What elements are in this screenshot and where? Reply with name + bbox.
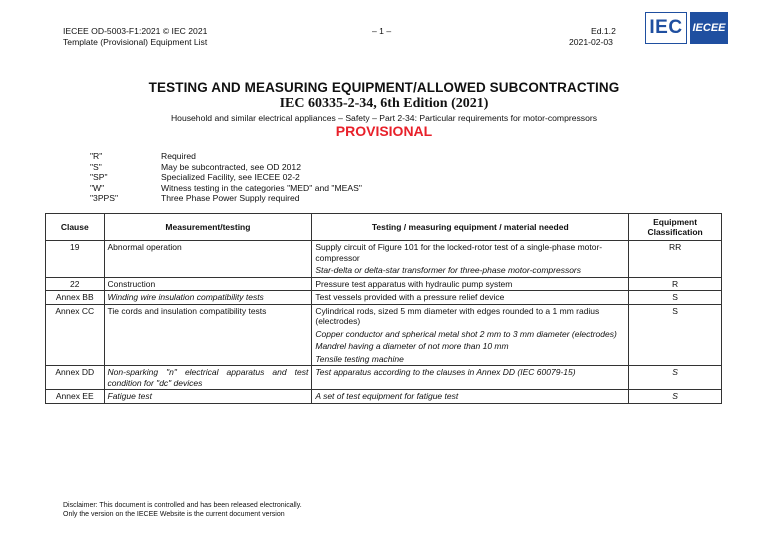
equipment-item: A set of test equipment for fatigue test [315,391,459,401]
standard-subtitle: IEC 60335-2-34, 6th Edition (2021) [279,96,489,111]
equipment-item: Star-delta or delta-star transformer for three-phase motor-compressors [315,265,582,275]
clause-cell: Annex CC [46,304,105,366]
measurement-cell: Winding wire insulation compatibility tests [104,291,312,305]
legend-code: "3PPS" [90,193,119,203]
disclaimer [63,501,302,519]
measurement-cell: Non-sparking "n" electrical apparatus and test condition for "dc" devices [104,366,312,390]
classification-cell: S [629,390,722,404]
equipment-item: Pressure test apparatus with hydraulic pump system [315,278,513,289]
table-row [46,304,722,366]
legend-meaning: Three Phase Power Supply required [161,193,300,203]
standard-description: Household and similar electrical appliances – Safety – Part 2-34: Particular requirements for motor-compressors [170,113,598,123]
equipment-item: Test apparatus according to the clauses in Annex DD (IEC 60079-15) [315,367,576,377]
table-row [46,291,722,305]
equipment-item: Test vessels provided with a pressure relief device [315,292,505,302]
column-header-classification: Equipment Classification [629,214,722,241]
disclaimer-line: Disclaimer: This document is controlled and has been released electronically. [63,502,302,509]
table-row [46,390,722,404]
iec-logo: IEC [645,12,687,44]
header-right [569,26,616,48]
legend-code: "R" [90,151,103,161]
iecee-logo: IECEE [690,12,728,44]
legend-meaning: Witness testing in the categories "MED" and "MEAS" [161,182,362,193]
classification-cell: S [629,366,722,390]
legend [90,151,362,204]
table-row [46,241,722,278]
logos [645,12,728,44]
page-title: TESTING AND MEASURING EQUIPMENT/ALLOWED SUBCONTRACTING [148,80,620,95]
legend-code: "W" [90,182,105,193]
document-type: Template (Provisional) Equipment List [63,37,208,47]
table-row [46,277,722,291]
status-label: PROVISIONAL [335,123,433,139]
column-header-equipment: Testing / measuring equipment / material needed [312,214,629,241]
clause-cell: Annex DD [46,366,105,390]
measurement-cell: Construction [104,277,312,291]
equipment-cell [312,291,629,305]
clause-cell: Annex BB [46,291,105,305]
equipment-item: Tensile testing machine [315,353,404,364]
equipment-item: Mandrel having a diameter of not more than 10 mm [315,341,509,351]
edition: Ed.1.2 [591,26,616,36]
equipment-cell [312,366,629,390]
legend-item [90,193,362,204]
clause-cell: 22 [46,277,105,291]
page-number: – 1 – [372,26,392,36]
legend-meaning: May be subcontracted, see OD 2012 [161,161,301,172]
column-header-clause: Clause [46,214,105,241]
legend-item [90,151,362,162]
measurement-cell: Abnormal operation [104,241,312,278]
equipment-item: Cylindrical rods, sized 5 mm diameter with edges rounded to a 1 mm radius (electrodes) [315,305,600,326]
table-header-row [46,214,722,241]
legend-code: "SP" [90,172,108,182]
classification-cell: S [629,291,722,305]
equipment-item: Copper conductor and spherical metal shot 2 mm to 3 mm diameter (electrodes) [315,328,617,339]
column-header-measurement: Measurement/testing [104,214,312,241]
date: 2021-02-03 [569,37,613,47]
measurement-cell: Tie cords and insulation compatibility tests [104,304,312,366]
legend-meaning: Required [161,151,196,161]
header-left [63,26,207,48]
table-row [46,366,722,390]
legend-meaning: Specialized Facility, see IECEE 02-2 [161,172,300,182]
measurement-cell: Fatigue test [104,390,312,404]
equipment-cell [312,277,629,291]
equipment-cell [312,390,629,404]
legend-item [90,162,362,173]
disclaimer-line: Only the version on the IECEE Website is the current document version [63,511,285,518]
equipment-table [45,213,722,404]
equipment-cell [312,304,629,366]
equipment-cell [312,241,629,278]
legend-item [90,172,362,183]
clause-cell: Annex EE [46,390,105,404]
equipment-item: Supply circuit of Figure 101 for the locked-rotor test of a single-phase motor-compressor [315,242,603,263]
document-id: IECEE OD-5003-F1:2021 © IEC 2021 [63,26,208,36]
clause-cell: 19 [46,241,105,278]
classification-cell: S [629,304,722,366]
classification-cell: RR [629,241,722,278]
classification-cell: R [629,277,722,291]
legend-code: "S" [90,161,102,172]
legend-item [90,183,362,194]
